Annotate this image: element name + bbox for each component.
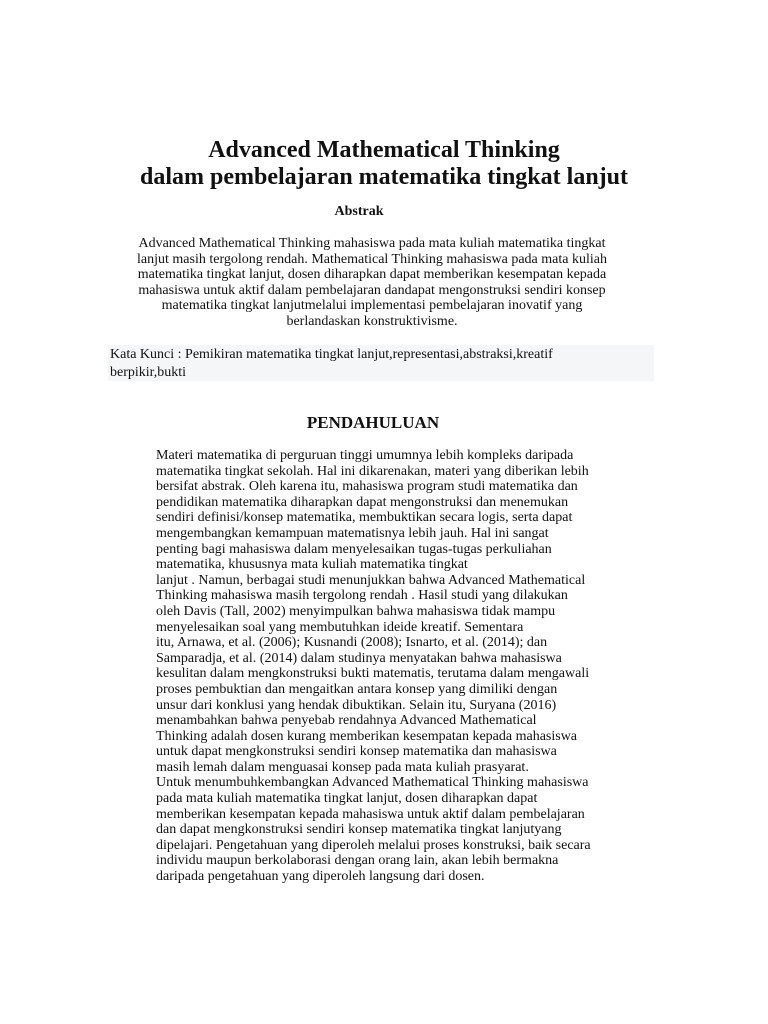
body-line: Materi matematika di perguruan tinggi umumnya lebih kompleks daripada [156,448,574,463]
body-line: Thinking mahasiswa masih tergolong rendah . Hasil studi yang dilakukan [156,588,568,604]
abstract-line: matematika tingkat lanjut, dosen diharapkan dapat memberikan kesempatan kepada [137,267,607,283]
body-line: mengembangkan kemampuan matematisnya lebih jauh. Hal ini sangat [156,525,549,541]
section-heading-pendahuluan: PENDAHULUAN [306,413,440,432]
body-line: Samparadja, et al. (2014) dalam studinya menyatakan bahwa mahasiswa [156,650,562,666]
keywords-line: berpikir,bukti [110,365,187,380]
introduction-body [156,448,646,885]
abstract-line: matematika tingkat lanjutmelalui implementasi pembelajaran inovatif yang [161,298,583,314]
abstract-line: mahasiswa untuk aktif dalam pembelajaran dandapat mengonstruksi sendiri konsep [138,282,606,298]
body-line: menyelesaikan soal yang membutuhkan ideide kreatif. Sementara [156,619,524,635]
abstract-heading: Abstrak [334,204,384,219]
body-line: menambahkan bahwa penyebab rendahnya Advanced Mathematical [156,713,537,729]
abstract-line: berlandaskan konstruktivisme. [286,313,458,329]
body-line: daripada pengetahuan yang diperoleh langsung dari dosen. [156,869,485,885]
body-line: memberikan kesempatan kepada mahasiswa untuk aktif dalam pembelajaran [156,806,585,822]
abstract-line: lanjut masih tergolong rendah. Mathematical Thinking mahasiswa pada mata kuliah [137,251,607,267]
body-line: lanjut . Namun, berbagai studi menunjukkan bahwa Advanced Mathematical [156,572,586,588]
keywords-box [108,345,654,381]
body-line: untuk dapat mengkonstruksi sendiri konsep matematika dan mahasiswa [156,744,557,760]
abstract-line: Advanced Mathematical Thinking mahasiswa pada mata kuliah matematika tingkat [138,236,606,251]
body-line: masih lemah dalam menguasai konsep pada mata kuliah prasyarat. [156,759,529,775]
title-line-2: dalam pembelajaran matematika tingkat lanjut [140,164,628,190]
body-line: unsur dari konklusi yang hendak dibuktikan. Selain itu, Suryana (2016) [156,697,557,713]
body-line: pendidikan matematika diharapkan dapat mengonstruksi dan menemukan [156,494,569,510]
body-line: itu, Arnawa, et al. (2006); Kusnandi (2008); Isnarto, et al. (2014); dan [156,635,548,651]
body-line: pada mata kuliah matematika tingkat lanjut, dosen diharapkan dapat [156,791,538,807]
body-line: kesulitan dalam mengkonstruksi bukti matematis, terutama dalam mengawali [156,666,590,682]
abstract-body [106,236,638,330]
body-line: oleh Davis (Tall, 2002) menyimpulkan bahwa mahasiswa tidak mampu [156,603,556,619]
body-line: individu maupun berkolaborasi dengan orang lain, akan lebih bermakna [156,853,559,869]
body-line: dan dapat mengkonstruksi sendiri konsep matematika tingkat lanjutyang [156,822,562,838]
body-line: Thinking adalah dosen kurang memberikan kesempatan kepada mahasiswa [156,728,578,744]
body-line: matematika, khususnya mata kuliah matematika tingkat [156,557,468,573]
body-line: Untuk menumbuhkembangkan Advanced Mathematical Thinking mahasiswa [156,775,589,791]
body-line: penting bagi mahasiswa dalam menyelesaikan tugas-tugas perkuliahan [156,541,552,557]
body-line: dipelajari. Pengetahuan yang diperoleh melalui proses konstruksi, baik secara [156,837,591,853]
body-line: proses pembuktian dan mengaitkan antara konsep yang dimiliki dengan [156,681,558,697]
title-line-1: Advanced Mathematical Thinking [208,137,560,163]
body-line: sendiri definisi/konsep matematika, membuktikan secara logis, serta dapat [156,510,573,526]
document-title [0,137,768,191]
body-line: matematika tingkat sekolah. Hal ini dikarenakan, materi yang diberikan lebih [156,463,589,479]
keywords-line: Kata Kunci : Pemikiran matematika tingkat lanjut,representasi,abstraksi,kreatif [110,347,553,362]
body-line: bersifat abstrak. Oleh karena itu, mahasiswa program studi matematika dan [156,479,578,495]
